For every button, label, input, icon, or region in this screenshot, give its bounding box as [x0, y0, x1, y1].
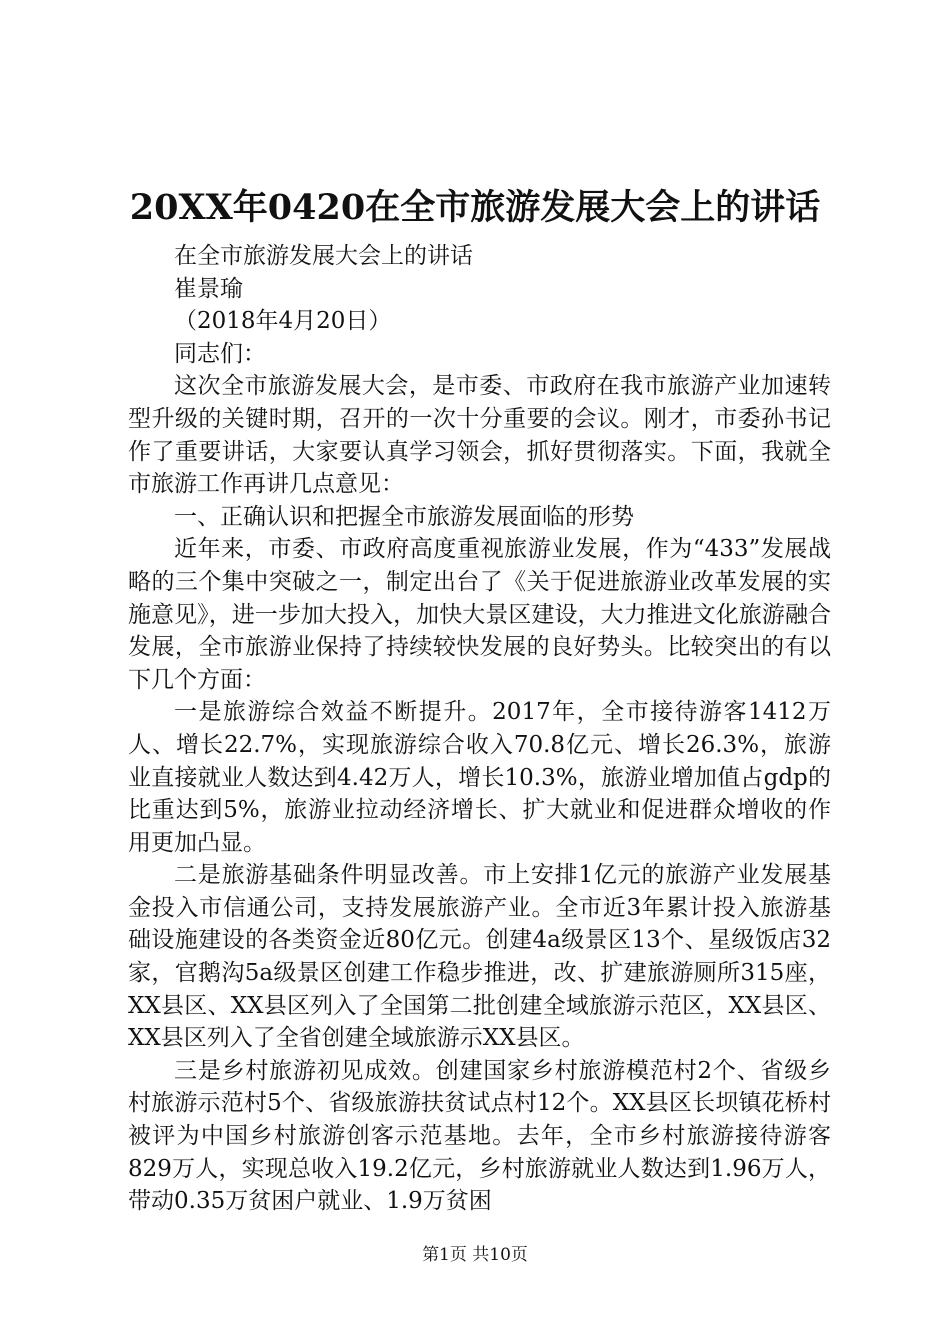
- body-paragraph: 三是乡村旅游初见成效。创建国家乡村旅游模范村2个、省级乡村旅游示范村5个、省级旅游扶贫试点村12个。XX县区长坝镇花桥村被评为中国乡村旅游创客示范基地。去年，全市乡村旅游接待游客829万人，实现总收入19.2亿元，乡村旅游就业人数达到1.96万人，带动0.35万贫困户就业、1.9万贫困: [128, 1057, 831, 1215]
- body-paragraph: 二是旅游基础条件明显改善。市上安排1亿元的旅游产业发展基金投入市信通公司，支持发展旅游产业。全市近3年累计投入旅游基础设施建设的各类资金近80亿元。创建4a级景区13个、星级饭店32家，官鹅沟5a级景区创建工作稳步推进，改、扩建旅游厕所315座，XX县区、XX县区列入了全国第二批创建全域旅游示范区，XX县区、XX县区列入了全省创建全域旅游示XX县区。: [128, 862, 831, 1052]
- body-paragraph: 这次全市旅游发展大会，是市委、市政府在我市旅游产业加速转型升级的关键时期，召开的一次十分重要的会议。刚才，市委孙书记作了重要讲话，大家要认真学习领会，抓好贯彻落实。下面，我就全市旅游工作再讲几点意见：: [128, 373, 831, 498]
- body-paragraph: 一是旅游综合效益不断提升。2017年，全市接待游客1412万人、增长22.7%，实现旅游综合收入70.8亿元、增长26.3%，旅游业直接就业人数达到4.42万人，增长10.3%，旅游业增加值占gdp的比重达到5%，旅游业拉动经济增长、扩大就业和促进群众增收的作用更加凸显。: [128, 699, 831, 856]
- speech-subtitle: 在全市旅游发展大会上的讲话: [174, 243, 473, 269]
- speech-date: （2018年4月20日）: [174, 308, 392, 335]
- document-body: [128, 240, 831, 1218]
- section-heading: 一、正确认识和把握全市旅游发展面临的形势: [174, 503, 634, 530]
- body-paragraph: 近年来，市委、市政府高度重视旅游业发展，作为“433”发展战略的三个集中突破之一，制定出台了《关于促进旅游业改革发展的实施意见》，进一步加大投入，加快大景区建设，大力推进文化旅游融合发展，全市旅游业保持了持续较快发展的良好势头。比较突出的有以下几个方面：: [128, 536, 831, 693]
- page-footer: 第1页 共10页: [422, 1245, 528, 1265]
- document-title: 20XX年0420在全市旅游发展大会上的讲话: [129, 187, 821, 228]
- speaker-name: 崔景瑜: [174, 275, 243, 302]
- salutation: 同志们：: [174, 340, 266, 367]
